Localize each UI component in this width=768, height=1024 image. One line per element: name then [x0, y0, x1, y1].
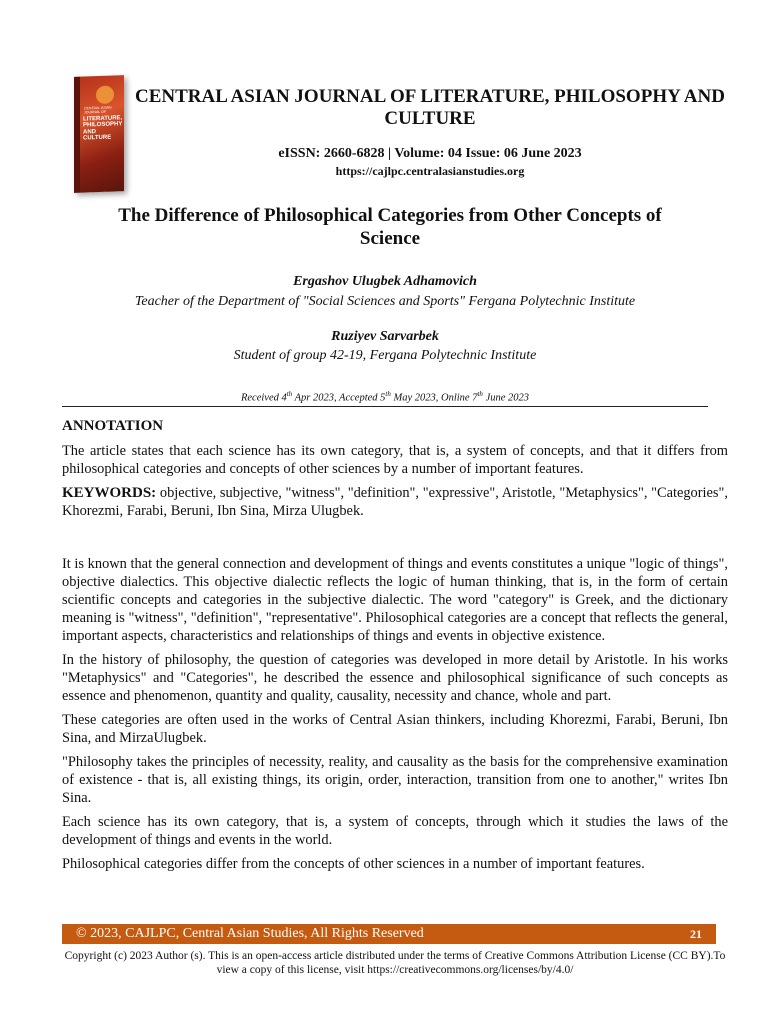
- body-paragraph-4: "Philosophy takes the principles of necessity, reality, and causality as the basis for the comprehensive examination of existence - that is, all existing things, its origin, order, interaction, transition from one to another," writes Ibn Sina.: [62, 754, 728, 806]
- cover-sun-graphic: [96, 85, 114, 104]
- body-paragraph-2: In the history of philosophy, the question of categories was developed in more detail by Aristotle. In his works "Metaphysics" and "Categories", he described the essence and philosophical significance of such concepts as essence and phenomenon, quantity and quality, causality, necessity and chance, whole and part.: [62, 652, 728, 704]
- author-1-affiliation: Teacher of the Department of "Social Sciences and Sports" Fergana Polytechnic Institute: [134, 294, 636, 309]
- accepted-label: Apr 2023, Accepted 5: [292, 392, 386, 404]
- accepted-sup: th: [385, 390, 391, 398]
- online-date: June 2023: [482, 392, 530, 404]
- footer-bar: [62, 924, 716, 944]
- cover-title-text: LITERATURE, PHILOSOPHY AND CULTURE: [83, 115, 123, 142]
- received-sup: th: [286, 390, 293, 398]
- online-sup: th: [477, 390, 483, 398]
- journal-cover-image: [74, 75, 124, 193]
- annotation-heading: ANNOTATION: [62, 418, 164, 434]
- journal-url[interactable]: https://cajlpc.centralasianstudies.org: [335, 164, 525, 178]
- article-dates: [62, 390, 708, 404]
- body-paragraph-3: These categories are often used in the works of Central Asian thinkers, including Khorezmi, Farabi, Beruni, Ibn Sina, and MirzaUlugbek.: [62, 712, 728, 746]
- article-body: [62, 555, 728, 879]
- footer-rights: © 2023, CAJLPC, Central Asian Studies, All Rights Reserved: [76, 926, 424, 941]
- keywords-line: [62, 484, 728, 520]
- body-paragraph-5: Each science has its own category, that is, a system of concepts, through which it studies the laws of the development of things and events in the world.: [62, 814, 728, 848]
- body-paragraph-1: It is known that the general connection and development of things and events constitutes a unique "logic of things", objective dialectics. This objective dialectic reflects the logic of human thinking, that is, in the form of certain scientific concepts and categories in the subjective dialectic. The word "category" is Greek, and the dictionary meaning is "witness", "definition", "representative". Philosophical categories are a concept that reflects the general, important aspects, characteristics and relationships of things and events in objective existence.: [62, 556, 728, 644]
- journal-issue-info: eISSN: 2660-6828 | Volume: 04 Issue: 06 June 2023: [278, 146, 582, 161]
- annotation-text: The article states that each science has its own category, that is, a system of concepts, and that it differs from philosophical categories and concepts of other sciences by a number of important features.: [62, 443, 728, 477]
- online-label: May 2023, Online 7: [390, 392, 478, 404]
- cover-small-text: CENTRAL ASIAN JOURNAL OF: [84, 105, 112, 115]
- received-label: Received 4: [240, 392, 287, 404]
- author-2-name: Ruziyev Sarvarbek: [331, 329, 439, 344]
- cover-spine: [74, 77, 80, 193]
- keywords-label: KEYWORDS:: [62, 485, 157, 501]
- article-title: The Difference of Philosophical Categories from Other Concepts of Science: [118, 205, 662, 249]
- page-number: 21: [690, 927, 702, 941]
- journal-title: CENTRAL ASIAN JOURNAL OF LITERATURE, PHILOSOPHY AND CULTURE: [135, 86, 725, 129]
- keywords-text: objective, subjective, "witness", "definition", "expressive", Aristotle, "Metaphysics", "Categories", Khorezmi, Farabi, Beruni, Ibn Sina, Mirza Ulugbek.: [62, 485, 728, 519]
- footer-copyright: Copyright (c) 2023 Author (s). This is an open-access article distributed under the terms of Creative Commons Attribution License (CC BY).To view a copy of this license, visit https://creativecommons.org/licenses/by/4.0/: [64, 950, 726, 976]
- author-1-name: Ergashov Ulugbek Adhamovich: [293, 274, 477, 289]
- header-divider: [62, 406, 708, 407]
- annotation-section: [62, 418, 728, 526]
- author-2-affiliation: Student of group 42-19, Fergana Polytechnic Institute: [233, 348, 537, 363]
- body-paragraph-6: Philosophical categories differ from the concepts of other sciences in a number of important features.: [62, 856, 645, 872]
